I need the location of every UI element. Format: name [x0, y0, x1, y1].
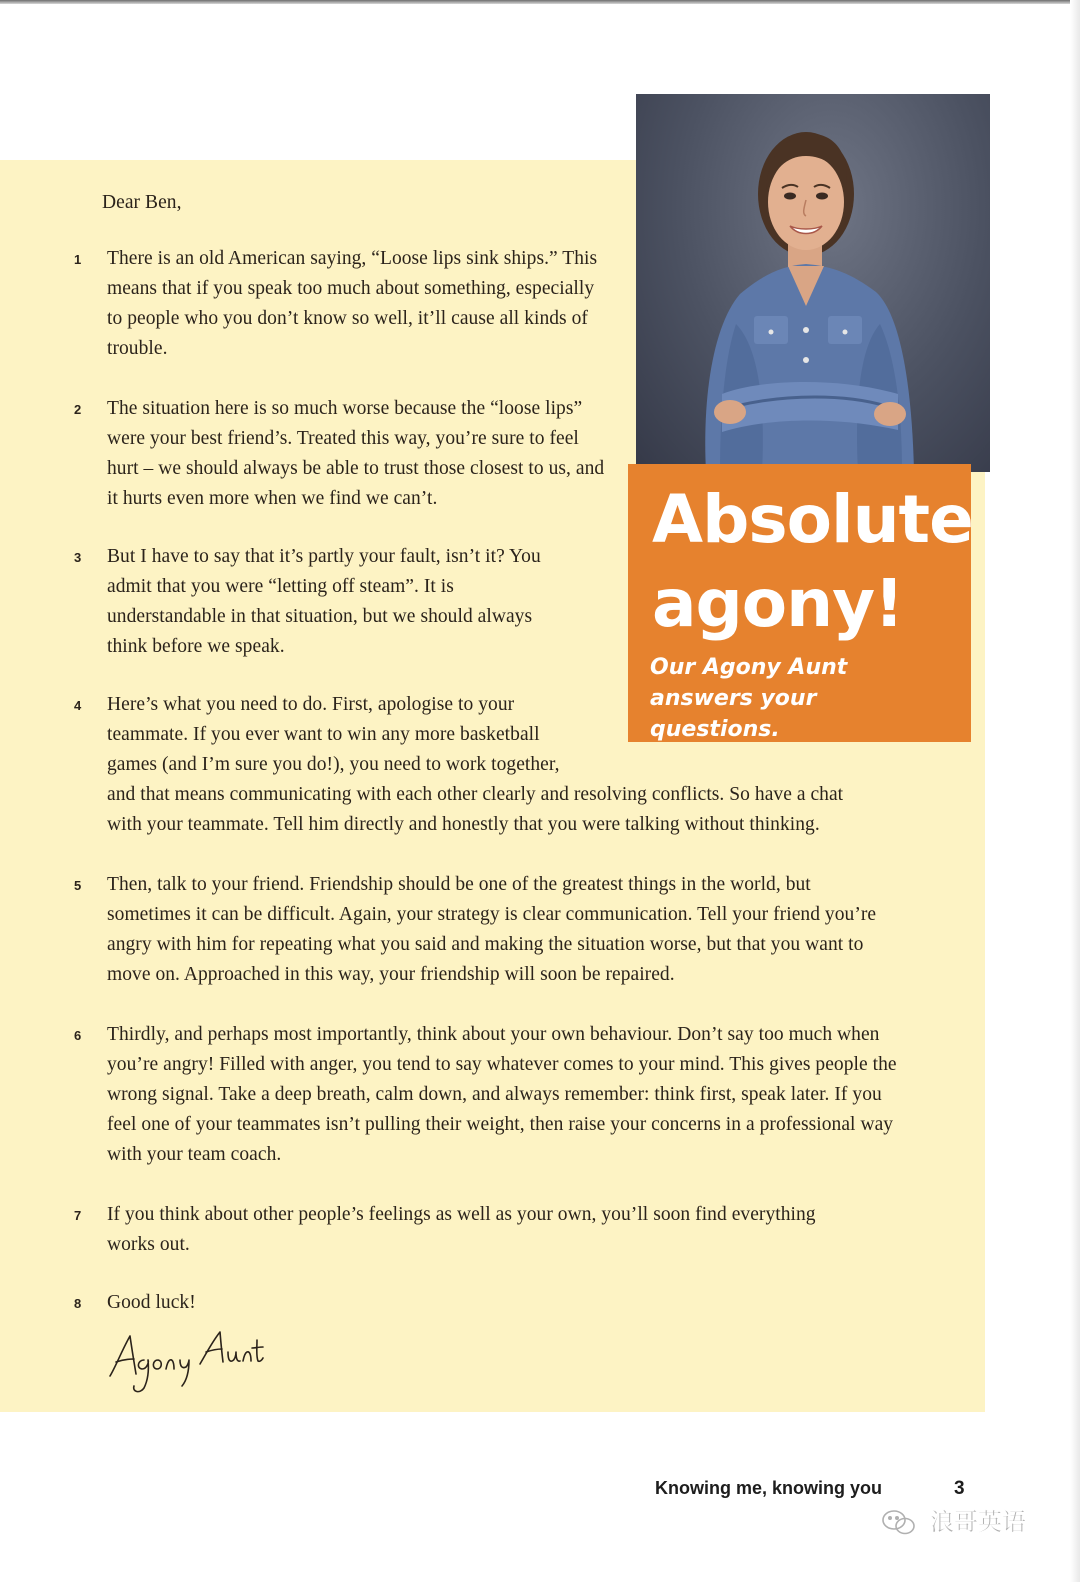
- paragraph-number: 6: [74, 1028, 82, 1043]
- paragraph-line: games (and I’m sure you do!), you need to work together,: [107, 754, 560, 775]
- agony-aunt-signature: [104, 1326, 264, 1396]
- paragraph-line: and that means communicating with each other clearly and resolving conflicts. So have a chat: [107, 784, 844, 805]
- agony-aunt-photo: [636, 94, 990, 472]
- feature-subtitle: Our Agony Aunt answers your questions.: [650, 655, 848, 742]
- paragraph-number: 1: [74, 252, 82, 267]
- paragraph-line: teammate. If you ever want to win any more basketball: [107, 724, 540, 745]
- paragraph-number: 8: [74, 1296, 82, 1311]
- paragraph-number: 3: [74, 550, 82, 565]
- letter-paragraph: But I have to say that it’s partly your fault, isn’t it? You admit that you were “letting off steam”. It is understandable in that situation, but we should always think before we speak.: [107, 546, 541, 657]
- paragraph-number: 4: [74, 698, 82, 713]
- paragraph-line: with your teammate. Tell him directly and honestly that you were talking without thinking.: [107, 814, 820, 835]
- paragraph-number: 5: [74, 878, 82, 893]
- letter-paragraph: Thirdly, and perhaps most importantly, think about your own behaviour. Don’t say too much when you’re angry! Filled with anger, you tend to say whatever comes to your mind. This gives people the wrong signal. Take a deep breath, calm down, and always remember: think first, speak later. If you feel one of your teammates isn’t pulling their weight, then raise your concerns in a professional way with your team coach.: [107, 1024, 897, 1165]
- letter-salutation: Dear Ben,: [102, 192, 182, 213]
- feature-title-line: Absolute: [652, 481, 973, 558]
- page-right-edge: [1070, 0, 1080, 1582]
- letter-paragraph: The situation here is so much worse because the “loose lips” were your best friend’s. Treated this way, you’re sure to feel hurt – we should always be able to trust those closest to us, and it hurts even more when we find we can’t.: [107, 398, 605, 509]
- letter-paragraph: There is an old American saying, “Loose lips sink ships.” This means that if you speak too much about something, especially to people who you don’t know so well, it’ll cause all kinds of trouble.: [107, 248, 598, 359]
- letter-paragraph: Then, talk to your friend. Friendship should be one of the greatest things in the world, but sometimes it can be difficult. Again, your strategy is clear communication. Tell your friend you’re angry with him for repeating what you said and making the situation worse, but that you want to move on. Approached in this way, your friendship will soon be repaired.: [107, 874, 877, 985]
- woman-portrait-illustration: [636, 94, 990, 472]
- feature-title: [652, 478, 972, 646]
- paragraph-line: Here’s what you need to do. First, apologise to your: [107, 694, 515, 715]
- svg-text:浪哥英语: 浪哥英语: [930, 1508, 1026, 1536]
- wechat-watermark: [880, 1504, 1050, 1540]
- letter-paragraph: If you think about other people’s feelings as well as your own, you’ll soon find everything works out.: [107, 1204, 816, 1255]
- agony-aunt-feature: [628, 94, 990, 742]
- page-number: 3: [954, 1478, 965, 1499]
- paragraph-number: 7: [74, 1208, 82, 1223]
- page-top-edge: [0, 0, 1080, 4]
- paragraph-number: 2: [74, 402, 82, 417]
- section-title: Knowing me, knowing you: [655, 1478, 882, 1498]
- letter-paragraph: Good luck!: [107, 1292, 196, 1313]
- feature-title-line: agony!: [652, 565, 904, 642]
- wechat-icon: [883, 1511, 914, 1534]
- feature-title-box: [628, 464, 971, 742]
